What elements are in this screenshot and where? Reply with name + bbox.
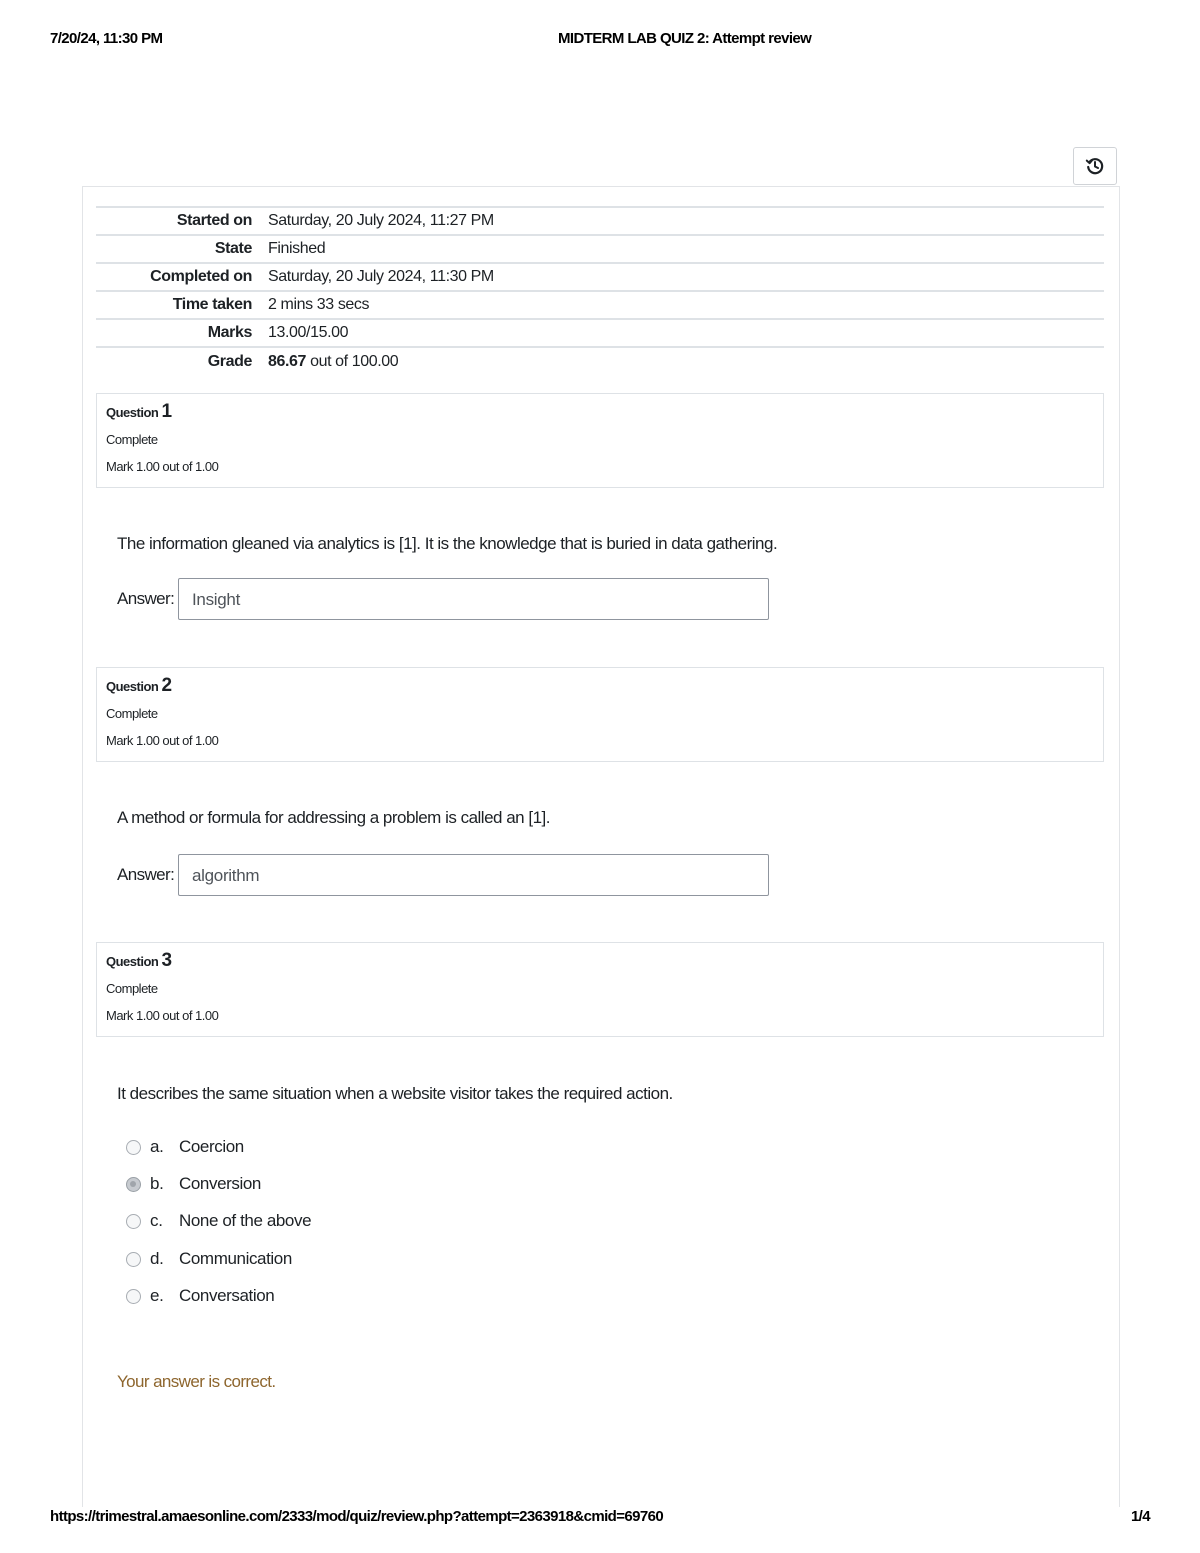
option-letter: b. (150, 1174, 164, 1194)
print-page-number: 1/4 (1130, 1508, 1150, 1525)
summary-row-time-taken (96, 291, 1104, 319)
question-grade: Mark 1.00 out of 1.00 (106, 733, 219, 748)
option-letter: a. (150, 1137, 164, 1156)
question-state: Complete (106, 432, 158, 447)
radio-button[interactable] (126, 1140, 141, 1155)
summary-value: Saturday, 20 July 2024, 11:27 PM (268, 212, 494, 229)
option-text: None of the above (179, 1211, 312, 1231)
answer-input[interactable]: algorithm (178, 854, 769, 896)
option-a[interactable] (126, 1136, 526, 1173)
summary-value: 13.00/15.00 (268, 324, 349, 341)
question-grade: Mark 1.00 out of 1.00 (106, 1008, 219, 1023)
option-b[interactable] (126, 1173, 526, 1210)
question-2-info (96, 667, 1104, 762)
summary-value (268, 347, 1104, 375)
question-3-text: It describes the same situation when a website visitor takes the required action. (117, 1084, 673, 1103)
summary-value: 2 mins 33 secs (268, 296, 370, 313)
history-icon (1085, 156, 1105, 176)
radio-button[interactable] (126, 1252, 141, 1267)
option-letter: c. (150, 1211, 163, 1231)
question-1-text: The information gleaned via analytics is [1]. It is the knowledge that is buried in data gathering. (117, 534, 778, 553)
question-1-info (96, 393, 1104, 488)
print-url: https://trimestral.amaesonline.com/2333/mod/quiz/review.php?attempt=2363918&cmid=69760 (50, 1508, 664, 1525)
summary-label: Started on (176, 212, 252, 229)
question-grade: Mark 1.00 out of 1.00 (106, 459, 219, 474)
option-text: Communication (179, 1248, 292, 1268)
summary-label: State (214, 240, 252, 257)
answer-input[interactable]: Insight (178, 578, 769, 620)
option-c[interactable] (126, 1210, 526, 1247)
summary-row-started (96, 207, 1104, 235)
summary-row-completed (96, 263, 1104, 291)
question-3-info (96, 942, 1104, 1037)
summary-value: Finished (268, 240, 326, 257)
question-state: Complete (106, 981, 158, 996)
question-number: Question 3 (106, 950, 172, 971)
question-3-feedback: Your answer is correct. (117, 1372, 276, 1391)
option-text: Conversion (179, 1174, 261, 1194)
option-e[interactable] (126, 1285, 526, 1322)
summary-row-grade (96, 347, 1104, 375)
summary-row-marks (96, 319, 1104, 347)
question-number: Question 1 (106, 401, 172, 422)
option-letter: e. (150, 1285, 164, 1305)
option-text: Coercion (179, 1137, 244, 1156)
question-2-text: A method or formula for addressing a problem is called an [1]. (117, 808, 550, 827)
attempt-summary-table (96, 206, 1104, 375)
print-datetime: 7/20/24, 11:30 PM (50, 30, 163, 47)
question-number: Question 2 (106, 675, 172, 696)
option-text: Conversation (179, 1285, 275, 1305)
summary-label: Marks (207, 324, 252, 341)
grade-suffix: out of 100.00 (310, 352, 399, 370)
radio-button[interactable] (126, 1289, 141, 1304)
print-header (50, 30, 1150, 50)
option-d[interactable] (126, 1248, 526, 1285)
grade-score: 86.67 (268, 352, 307, 370)
print-footer (50, 1508, 1150, 1528)
question-1-answer-row (117, 578, 777, 620)
radio-button-selected[interactable] (126, 1177, 141, 1192)
question-2-answer-row (117, 854, 777, 896)
print-page-title: MIDTERM LAB QUIZ 2: Attempt review (558, 30, 812, 47)
option-letter: d. (150, 1248, 164, 1268)
question-3-options (126, 1136, 526, 1322)
answer-label: Answer: (117, 589, 175, 608)
summary-row-state (96, 235, 1104, 263)
attempt-history-button[interactable] (1073, 147, 1117, 185)
summary-value: Saturday, 20 July 2024, 11:30 PM (268, 268, 494, 285)
question-state: Complete (106, 706, 158, 721)
summary-label: Completed on (150, 268, 252, 285)
summary-label: Grade (207, 352, 252, 370)
answer-label: Answer: (117, 865, 175, 884)
summary-label: Time taken (172, 296, 252, 313)
radio-button[interactable] (126, 1214, 141, 1229)
